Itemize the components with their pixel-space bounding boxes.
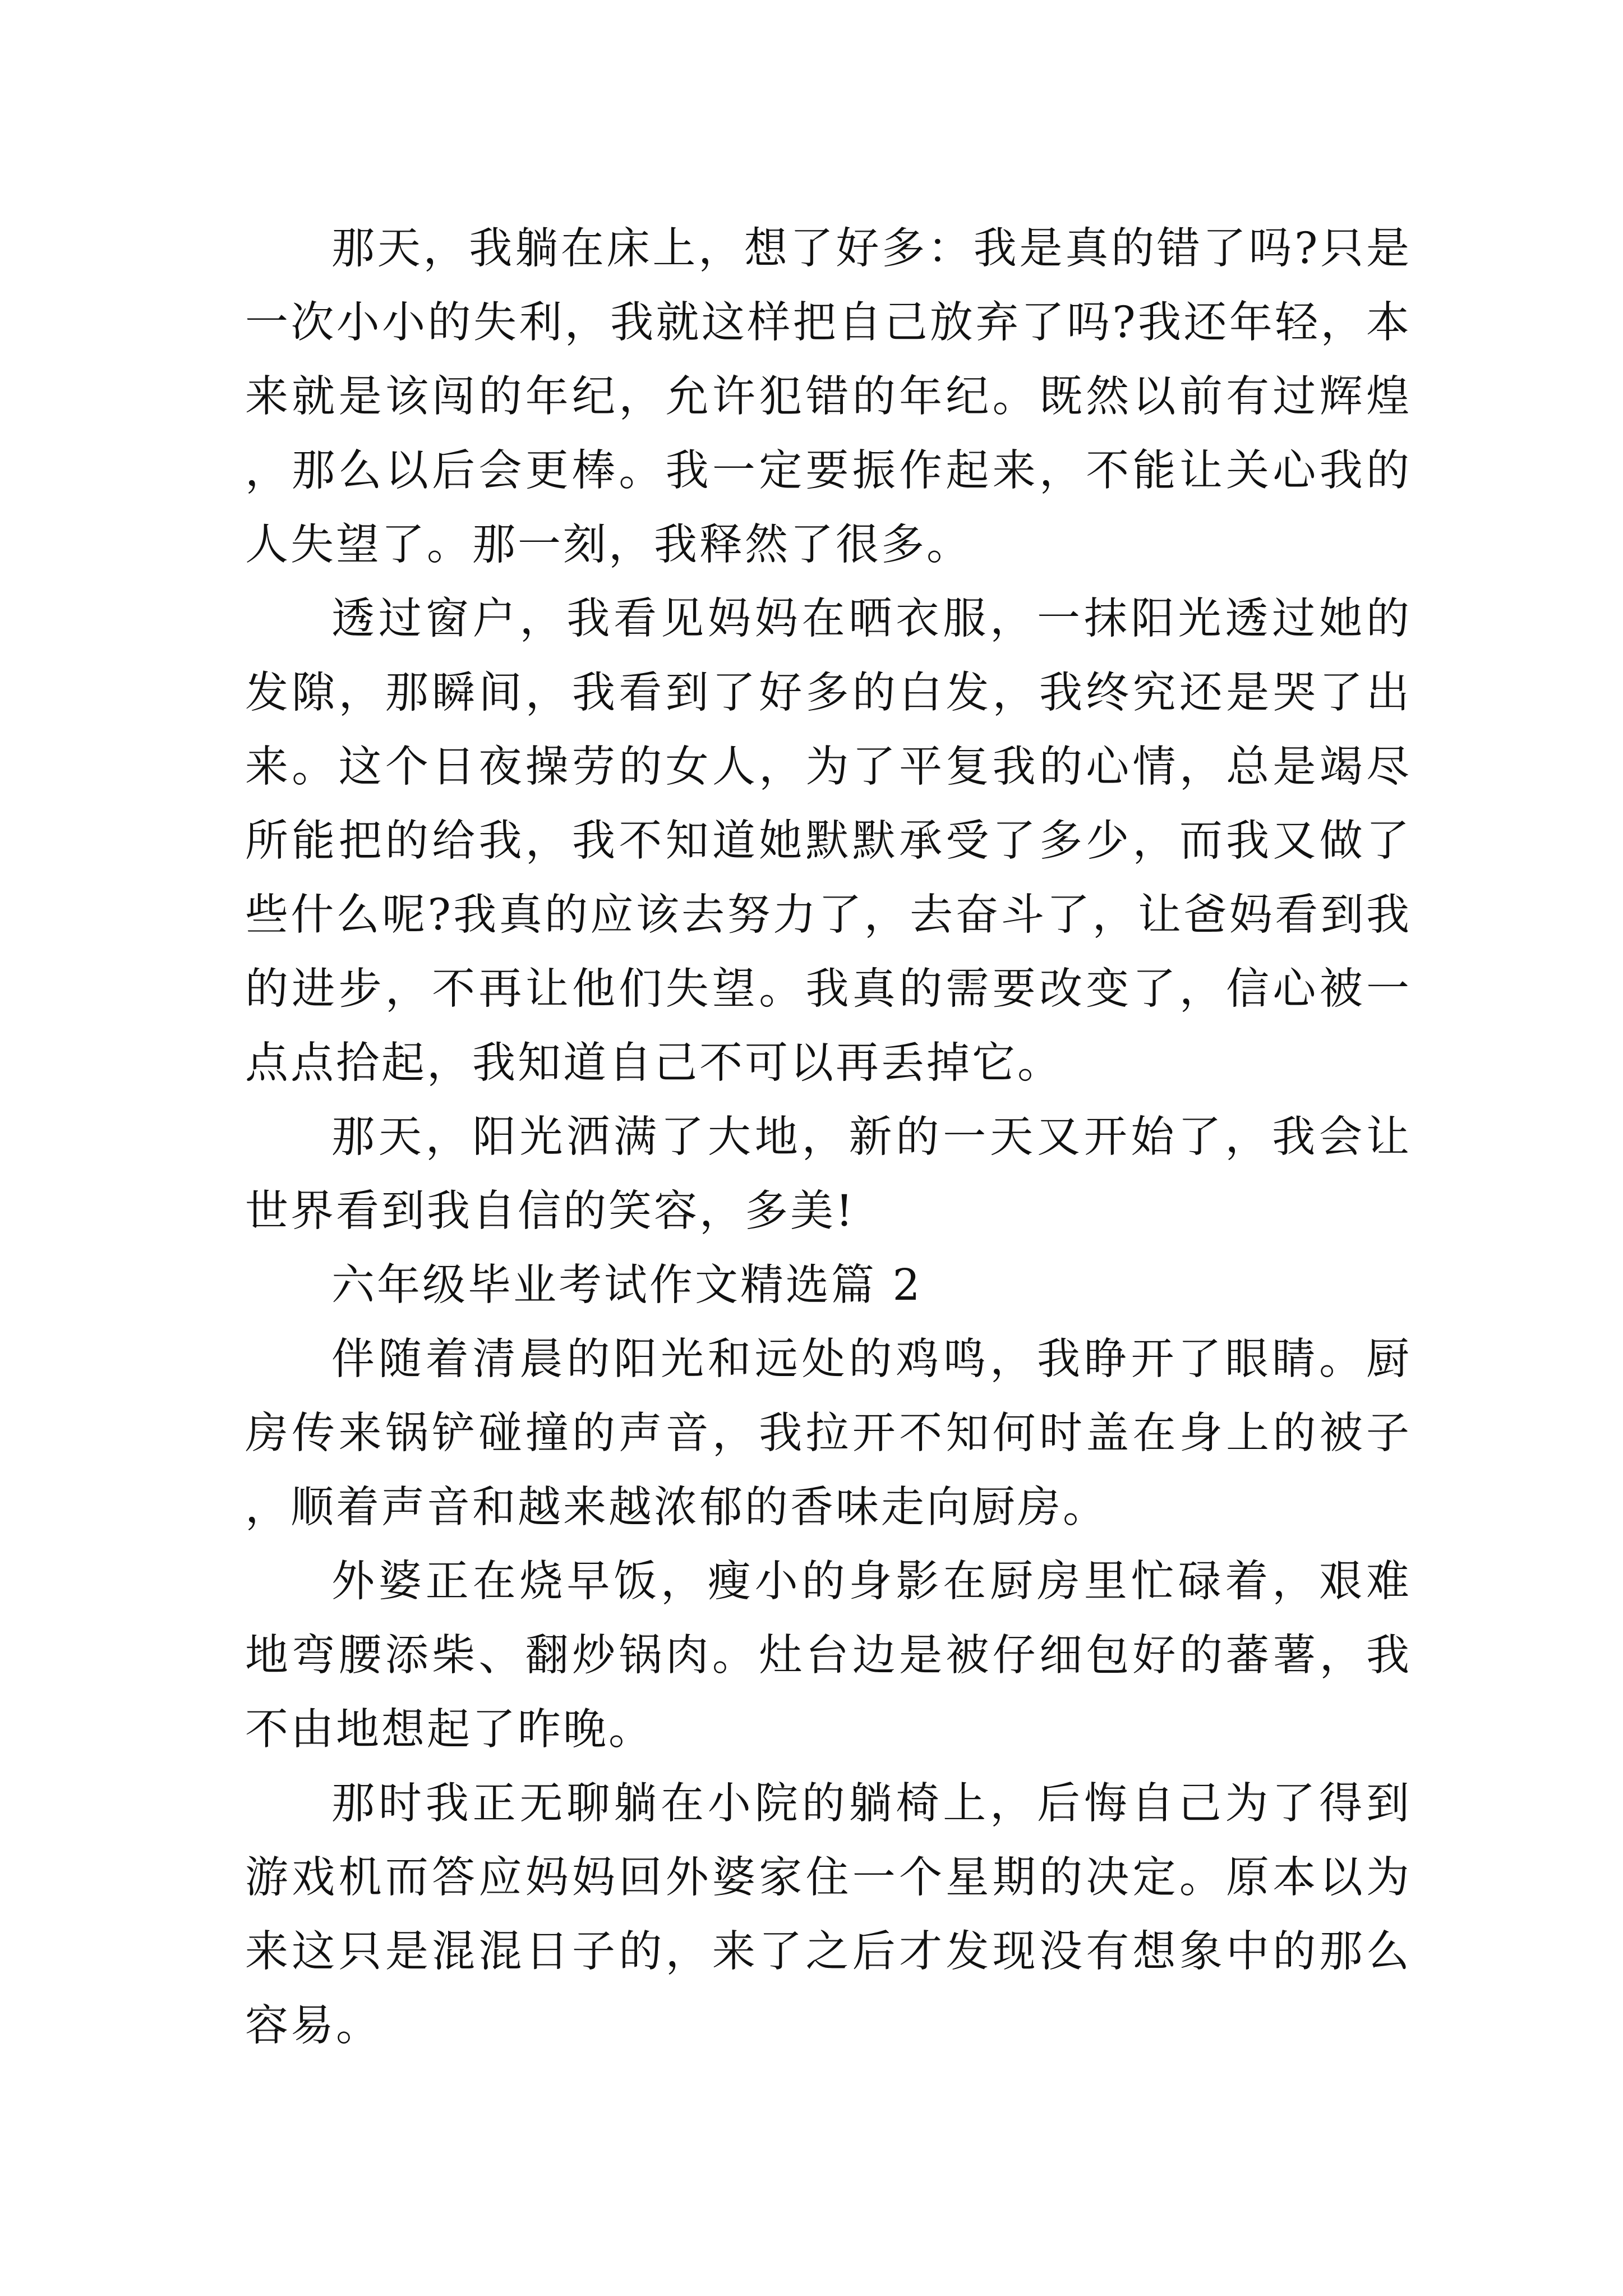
paragraph-last-night: 那时我正无聊躺在小院的躺椅上，后悔自己为了得到游戏机而答应妈妈回外婆家住一个星期的决定。原本以为来这只是混混日子的，来了之后才发现没有想象中的那么容易。 xyxy=(245,1779,1412,2051)
paragraph-window: 透过窗户，我看见妈妈在晒衣服，一抹阳光透过她的发隙，那瞬间，我看到了好多的白发，我终究还是哭了出来。这个日夜操劳的女人，为了平复我的心情，总是竭尽所能把的给我，我不知道她默默承受了多少，而我又做了些什么呢?我真的应该去努力了，去奋斗了，让爸妈看到我的进步，不再让他们失望。我真的需要改变了，信心被一点点拾起，我知道自己不可以再丢掉它。 xyxy=(245,594,1412,1088)
document-body xyxy=(245,212,1412,2063)
paragraph-sunshine: 那天，阳光洒满了大地，新的一天又开始了，我会让世界看到我自信的笑容，多美! xyxy=(245,1112,1412,1236)
section-title: 六年级毕业考试作文精选篇 2 xyxy=(331,1260,923,1310)
paragraph-grandma-cooking: 外婆正在烧早饭，瘦小的身影在厨房里忙碌着，艰难地弯腰添柴、翻炒锅肉。灶台边是被仔细包好的蕃薯，我不由地想起了昨晚。 xyxy=(245,1557,1412,1755)
paragraph-reflection: 那天，我躺在床上，想了好多：我是真的错了吗?只是一次小小的失利，我就这样把自己放弃了吗?我还年轻，本来就是该闯的年纪，允许犯错的年纪。既然以前有过辉煌，那么以后会更棒。我一定要振作起来，不能让关心我的人失望了。那一刻，我释然了很多。 xyxy=(245,224,1412,570)
paragraph-morning: 伴随着清晨的阳光和远处的鸡鸣，我睁开了眼睛。厨房传来锅铲碰撞的声音，我拉开不知何时盖在身上的被子，顺着声音和越来越浓郁的香味走向厨房。 xyxy=(245,1335,1412,1533)
